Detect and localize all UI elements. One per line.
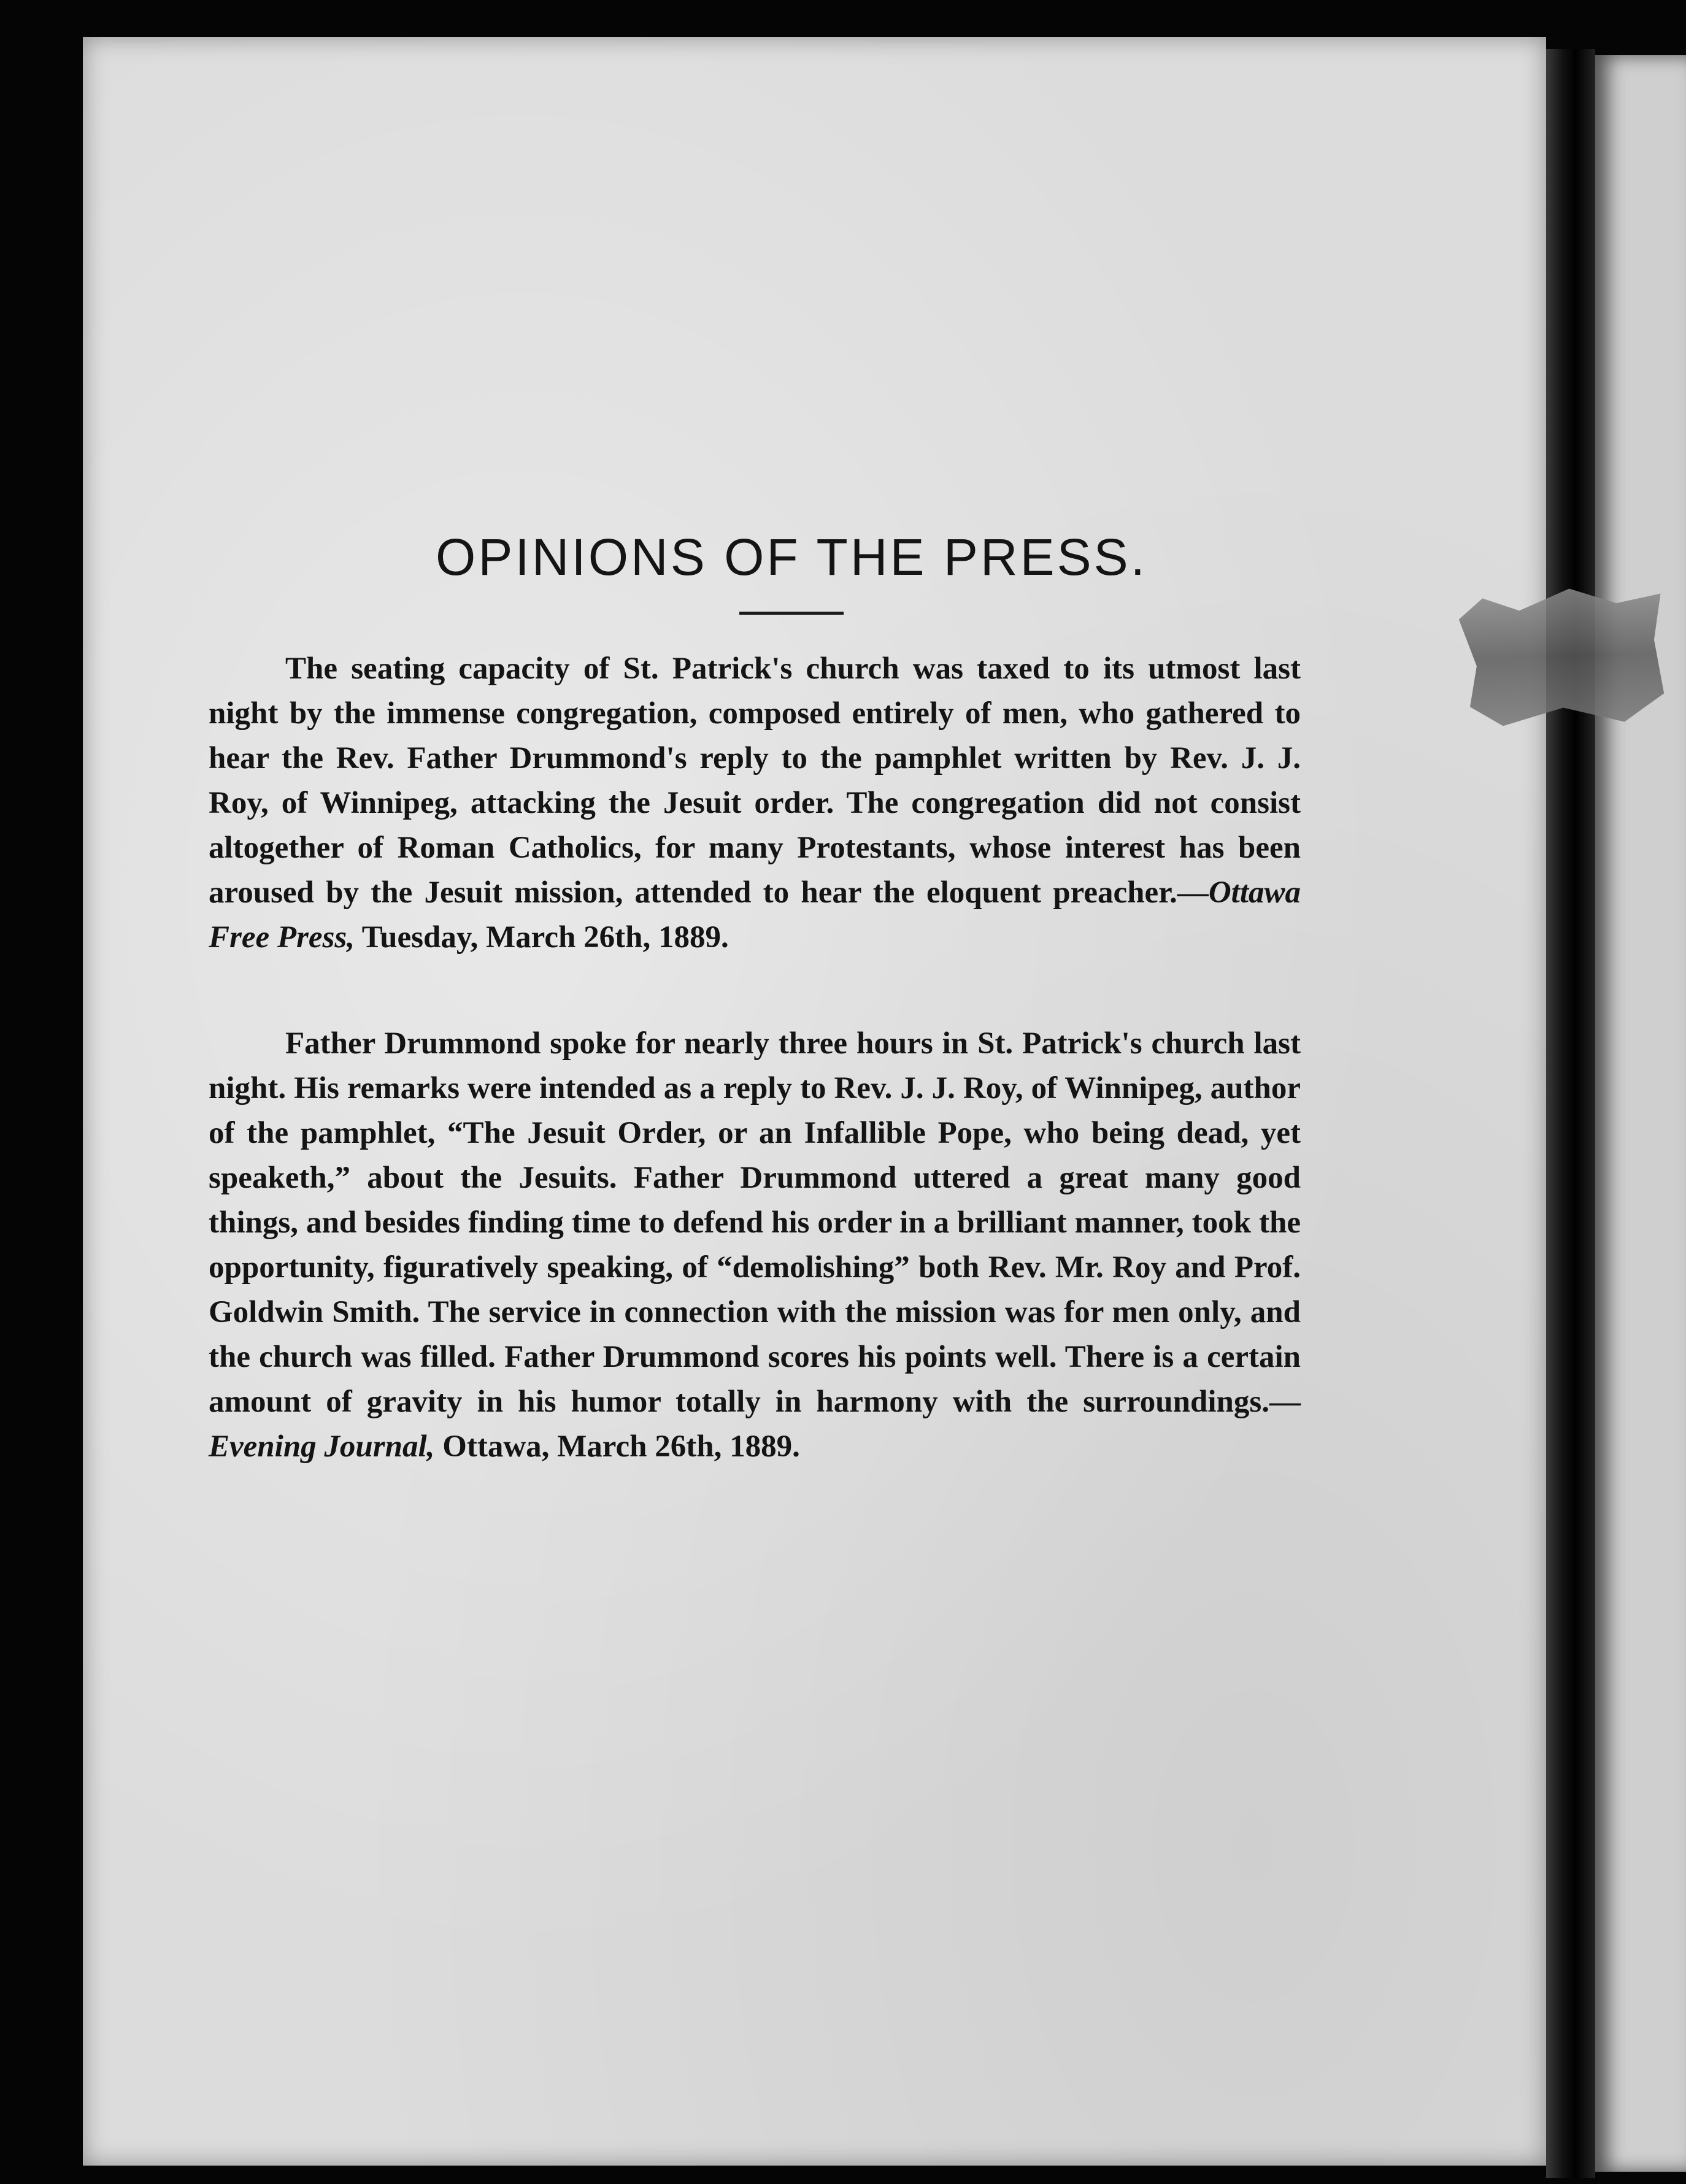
page-content (209, 528, 1301, 1469)
press-excerpt-1 (209, 647, 1301, 960)
book-binding (1546, 49, 1595, 2178)
tape-repair (1458, 585, 1665, 727)
adjacent-page-edge (1595, 55, 1686, 2172)
excerpt-1-date: Tuesday, March 26th, 1889. (354, 920, 729, 955)
press-excerpt-2 (209, 1021, 1301, 1469)
excerpt-1-text: The seating capacity of St. Patrick's church was taxed to its utmost last night by the immense congregation, composed entirely of men, who gathered to hear the Rev. Father Drummond's reply to the pamphlet written by Rev. J. J. Roy, of Winnipeg, attacking the Jesuit order. The congregation did not consist altogether of Roman Catholics, for many Protestants, whose interest has been aroused by the Jesuit mission, attended to hear the eloquent preacher.— (209, 652, 1301, 910)
excerpt-1-source: Ottawa Free Press, (209, 875, 1301, 955)
page-heading: OPINIONS OF THE PRESS. (436, 528, 1147, 586)
heading-rule (739, 612, 844, 615)
excerpt-2-date: Ottawa, March 26th, 1889. (434, 1429, 800, 1464)
excerpt-2-source: Evening Journal, (209, 1429, 435, 1464)
excerpt-2-text: Father Drummond spoke for nearly three hours in St. Patrick's church last night. His remarks were intended as a reply to Rev. J. J. Roy, of Winnipeg, author of the pamphlet, “The Jesuit Order, or an Infallible Pope, who being dead, yet speaketh,” about the Jesuits. Father Drummond uttered a great many good things, and besides finding time to defend his order in a brilliant manner, took the opportunity, figuratively speaking, of “demolishing” both Rev. Mr. Roy and Prof. Goldwin Smith. The service in connection with the mission was for men only, and the church was filled. Father Drummond scores his points well. There is a certain amount of gravity in his humor totally in harmony with the surroundings.— (209, 1026, 1301, 1419)
